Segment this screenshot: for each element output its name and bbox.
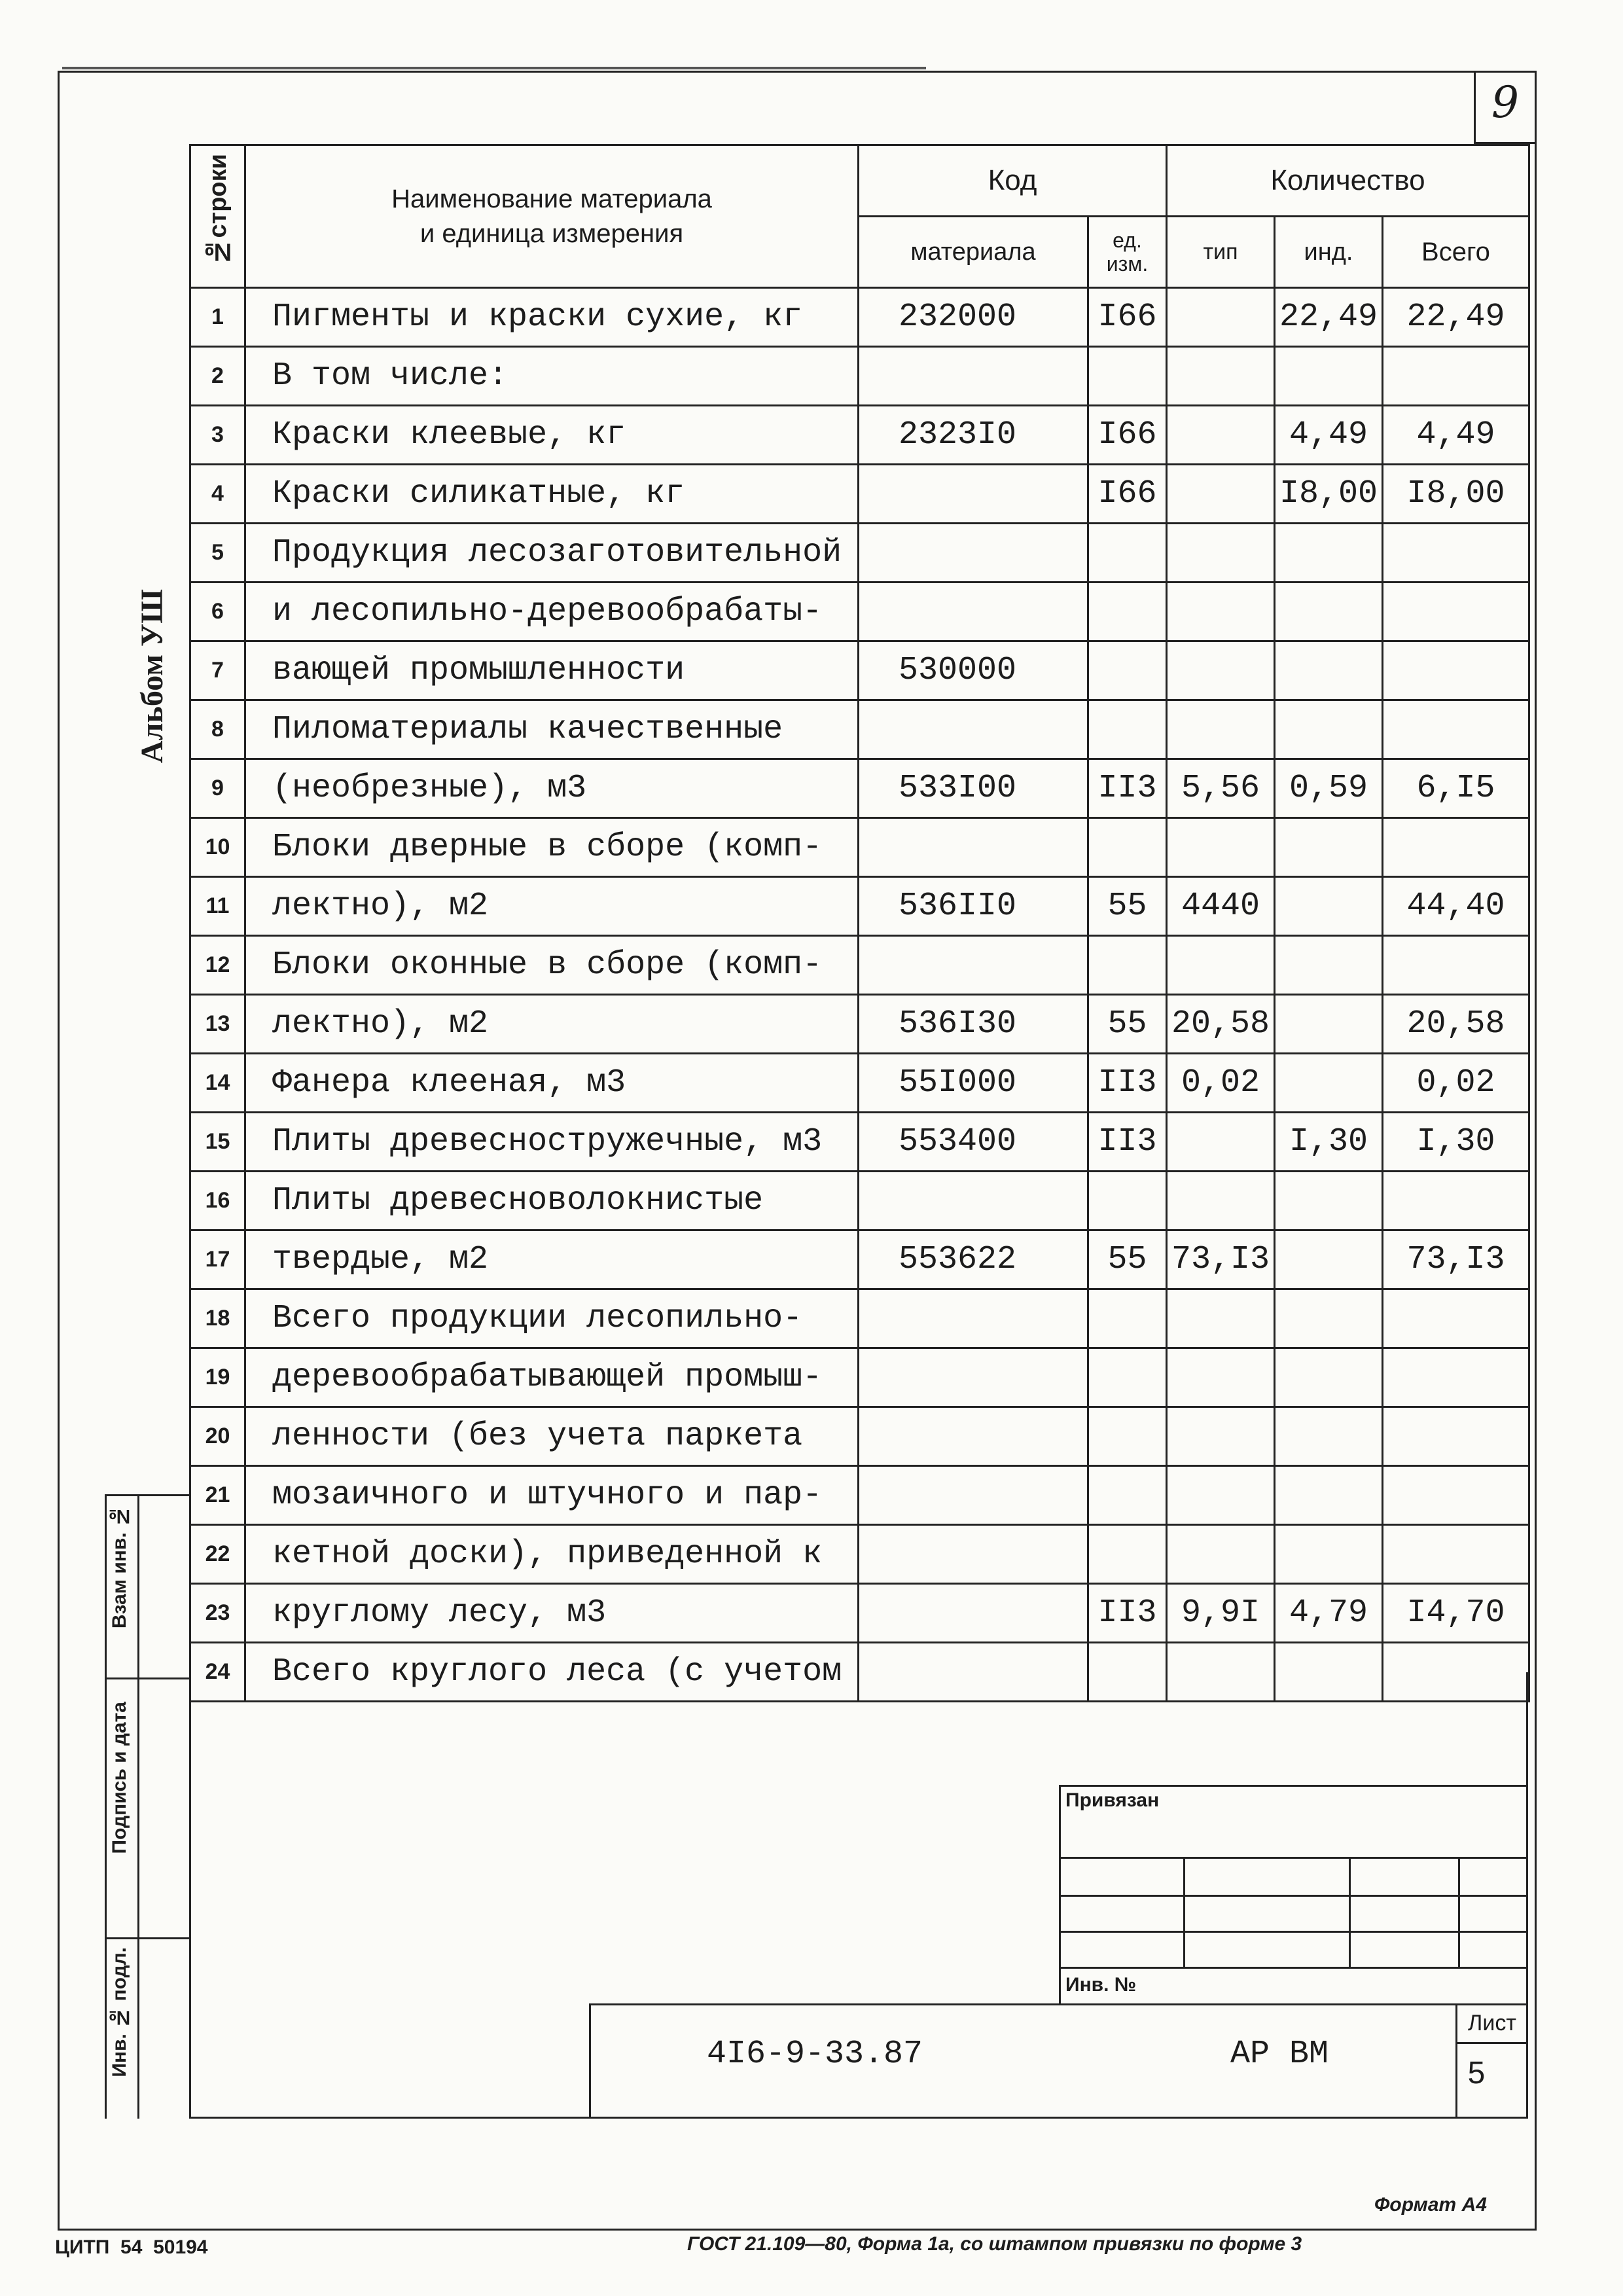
material-code-cell: 553400 [859, 1113, 1088, 1172]
side-stamp-inner-rule [137, 1494, 139, 2119]
material-code-cell: 553622 [859, 1230, 1088, 1289]
qty-type-cell [1167, 1172, 1275, 1230]
table-row [190, 1054, 1529, 1113]
unit-cell: II3 [1088, 1584, 1167, 1643]
material-name-cell: твердые, м2 [245, 1230, 859, 1289]
qty-type-cell [1167, 465, 1275, 524]
qty-type-cell [1167, 1643, 1275, 1702]
material-name-cell: круглому лесу, м3 [245, 1584, 859, 1643]
unit-cell [1088, 700, 1167, 759]
unit-cell [1088, 1525, 1167, 1584]
unit-cell: 55 [1088, 877, 1167, 936]
material-name-cell: Плиты древесностружечные, м3 [245, 1113, 859, 1172]
doc-code: 4I6-9-33.87 [707, 2036, 923, 2073]
qty-total-cell: 0,02 [1383, 1054, 1529, 1113]
material-name-cell: лектно), м2 [245, 877, 859, 936]
qty-type-cell: 20,58 [1167, 995, 1275, 1054]
unit-cell [1088, 524, 1167, 583]
qty-ind-cell [1275, 524, 1383, 583]
unit-cell: 55 [1088, 1230, 1167, 1289]
qty-type-cell: 5,56 [1167, 759, 1275, 818]
qty-total-cell [1383, 641, 1529, 700]
material-code-cell: 533I00 [859, 759, 1088, 818]
table-row [190, 406, 1529, 465]
qty-ind-cell [1275, 1230, 1383, 1289]
qty-ind-cell: 0,59 [1275, 759, 1383, 818]
qty-ind-cell [1275, 1643, 1383, 1702]
table-row [190, 583, 1529, 641]
qty-total-cell [1383, 936, 1529, 995]
material-name-cell: деревообрабатывающей промыш- [245, 1348, 859, 1407]
qty-ind-cell: I8,00 [1275, 465, 1383, 524]
row-number-cell: 5 [190, 524, 245, 583]
qty-ind-cell [1275, 995, 1383, 1054]
qty-total-cell: 73,I3 [1383, 1230, 1529, 1289]
qty-type-cell [1167, 583, 1275, 641]
qty-type-cell [1167, 1289, 1275, 1348]
unit-cell [1088, 1466, 1167, 1525]
material-code-cell [859, 1466, 1088, 1525]
unit-cell: I66 [1088, 288, 1167, 347]
qty-type-cell [1167, 700, 1275, 759]
material-code-cell [859, 818, 1088, 877]
row-number-cell: 16 [190, 1172, 245, 1230]
table-row [190, 288, 1529, 347]
table-row [190, 1407, 1529, 1466]
material-code-cell [859, 1348, 1088, 1407]
material-name-cell: Плиты древесноволокнистые [245, 1172, 859, 1230]
header-row-1 [190, 145, 1529, 217]
qty-type-cell: 0,02 [1167, 1054, 1275, 1113]
page-number: 9 [1491, 77, 1519, 128]
table-row [190, 1584, 1529, 1643]
qty-total-cell [1383, 1643, 1529, 1702]
qty-ind-cell [1275, 1348, 1383, 1407]
material-name-header: Наименование материала и единица измерения [245, 145, 859, 288]
qty-ind-cell [1275, 583, 1383, 641]
qty-total-cell [1383, 524, 1529, 583]
material-name-cell: Блоки оконные в сборе (комп- [245, 936, 859, 995]
qty-ind-cell [1275, 936, 1383, 995]
qty-ind-cell [1275, 700, 1383, 759]
row-number-cell: 15 [190, 1113, 245, 1172]
row-number-cell: 2 [190, 347, 245, 406]
table-row [190, 1643, 1529, 1702]
material-code-cell [859, 347, 1088, 406]
sheet-number: 5 [1467, 2056, 1486, 2090]
material-name-cell: Всего круглого леса (с учетом [245, 1643, 859, 1702]
material-name-cell: вающей промышленности [245, 641, 859, 700]
table-row [190, 347, 1529, 406]
qty-type-header: тип [1167, 217, 1275, 288]
qty-type-cell: 73,I3 [1167, 1230, 1275, 1289]
sheet-box-rule [1455, 2042, 1528, 2044]
qty-type-cell: 9,9I [1167, 1584, 1275, 1643]
qty-type-cell [1167, 1113, 1275, 1172]
qty-type-cell [1167, 1407, 1275, 1466]
material-name-cell: В том числе: [245, 347, 859, 406]
row-number-cell: 19 [190, 1348, 245, 1407]
unit-cell: I66 [1088, 465, 1167, 524]
table-row [190, 700, 1529, 759]
row-number-cell: 22 [190, 1525, 245, 1584]
qty-type-cell [1167, 818, 1275, 877]
side-podpis-label: Подпись и дата [109, 1702, 130, 1854]
row-number-cell: 20 [190, 1407, 245, 1466]
row-number-cell: 13 [190, 995, 245, 1054]
material-code-cell [859, 1289, 1088, 1348]
unit-cell [1088, 1643, 1167, 1702]
qty-ind-header: инд. [1275, 217, 1383, 288]
qty-ind-cell [1275, 1525, 1383, 1584]
qty-type-cell [1167, 288, 1275, 347]
row-number-cell: 12 [190, 936, 245, 995]
qty-ind-cell [1275, 1466, 1383, 1525]
material-code-cell [859, 524, 1088, 583]
qty-type-cell [1167, 347, 1275, 406]
gost-footer: ГОСТ 21.109—80, Форма 1а, со штампом привязки по форме 3 [687, 2233, 1302, 2255]
qty-ind-cell [1275, 1054, 1383, 1113]
material-code-cell: 536II0 [859, 877, 1088, 936]
unit-cell: II3 [1088, 1113, 1167, 1172]
top-scan-line [62, 67, 926, 69]
binding-col-3 [1458, 1857, 1460, 1967]
row-number-cell: 24 [190, 1643, 245, 1702]
qty-total-cell [1383, 1407, 1529, 1466]
row-number-cell: 10 [190, 818, 245, 877]
qty-ind-cell [1275, 1172, 1383, 1230]
table-row [190, 877, 1529, 936]
material-code-cell [859, 1407, 1088, 1466]
table-row [190, 759, 1529, 818]
material-name-cell: Пигменты и краски сухие, кг [245, 288, 859, 347]
qty-type-cell [1167, 1525, 1275, 1584]
material-code-cell [859, 583, 1088, 641]
qty-type-cell [1167, 524, 1275, 583]
qty-ind-cell [1275, 877, 1383, 936]
qty-total-cell: 4,49 [1383, 406, 1529, 465]
material-code-cell [859, 1172, 1088, 1230]
qty-total-cell: I,30 [1383, 1113, 1529, 1172]
qty-total-cell [1383, 347, 1529, 406]
qty-total-cell [1383, 1466, 1529, 1525]
row-number-cell: 7 [190, 641, 245, 700]
qty-type-cell: 4440 [1167, 877, 1275, 936]
format-label: Формат А4 [1374, 2194, 1487, 2215]
material-name-cell: мозаичного и штучного и пар- [245, 1466, 859, 1525]
material-code-cell: 55I000 [859, 1054, 1088, 1113]
table-row [190, 936, 1529, 995]
material-code-cell [859, 936, 1088, 995]
material-name-cell: лектно), м2 [245, 995, 859, 1054]
side-vzam-label: Взам инв. № [109, 1505, 130, 1629]
row-number-cell: 4 [190, 465, 245, 524]
table-row [190, 641, 1529, 700]
qty-ind-cell [1275, 1289, 1383, 1348]
binding-rule-4 [1059, 1967, 1528, 1969]
org-code: ЦИТП 54 50194 [55, 2236, 208, 2258]
material-code-cell: 536I30 [859, 995, 1088, 1054]
qty-type-cell [1167, 1466, 1275, 1525]
qty-type-cell [1167, 641, 1275, 700]
material-code-cell: 232000 [859, 288, 1088, 347]
material-code-cell: 2323I0 [859, 406, 1088, 465]
unit-cell [1088, 1407, 1167, 1466]
material-name-cell: Краски силикатные, кг [245, 465, 859, 524]
unit-cell [1088, 936, 1167, 995]
table-row [190, 1172, 1529, 1230]
material-name-cell: кетной доски), приведенной к [245, 1525, 859, 1584]
unit-cell [1088, 1289, 1167, 1348]
material-name-cell: ленности (без учета паркета [245, 1407, 859, 1466]
qty-total-cell: 44,40 [1383, 877, 1529, 936]
material-name-cell: Фанера клееная, м3 [245, 1054, 859, 1113]
unit-cell: II3 [1088, 1054, 1167, 1113]
qty-total-cell: I4,70 [1383, 1584, 1529, 1643]
qty-total-cell [1383, 583, 1529, 641]
row-number-cell: 8 [190, 700, 245, 759]
code-material-header: материала [859, 217, 1088, 288]
table-row [190, 1348, 1529, 1407]
unit-cell: 55 [1088, 995, 1167, 1054]
qty-total-header: Всего [1383, 217, 1529, 288]
qty-total-cell [1383, 1525, 1529, 1584]
unit-header: ед. изм. [1088, 217, 1167, 288]
material-name-cell: Пиломатериалы качественные [245, 700, 859, 759]
row-number-cell: 11 [190, 877, 245, 936]
binding-col-2 [1349, 1857, 1351, 1967]
unit-cell [1088, 818, 1167, 877]
binding-col-1 [1183, 1857, 1185, 1967]
qty-type-cell [1167, 406, 1275, 465]
table-row [190, 465, 1529, 524]
row-number-cell: 6 [190, 583, 245, 641]
unit-cell [1088, 1348, 1167, 1407]
material-name-cell: (необрезные), м3 [245, 759, 859, 818]
qty-total-cell: 20,58 [1383, 995, 1529, 1054]
row-number-cell: 23 [190, 1584, 245, 1643]
inv-no-label: Инв. № [1065, 1974, 1137, 1996]
material-code-cell [859, 1525, 1088, 1584]
material-code-cell [859, 1643, 1088, 1702]
qty-total-cell: 22,49 [1383, 288, 1529, 347]
side-inv-podl-label: Инв. № подл. [109, 1947, 130, 2077]
table-row [190, 524, 1529, 583]
material-code-cell: 530000 [859, 641, 1088, 700]
quantity-header: Количество [1167, 145, 1529, 217]
row-number-cell: 21 [190, 1466, 245, 1525]
qty-ind-cell [1275, 1407, 1383, 1466]
table-row [190, 1289, 1529, 1348]
row-number-cell: 18 [190, 1289, 245, 1348]
row-number-cell: 14 [190, 1054, 245, 1113]
table-row [190, 1466, 1529, 1525]
qty-ind-cell: 22,49 [1275, 288, 1383, 347]
material-code-cell [859, 700, 1088, 759]
side-stamp-split-2 [105, 1937, 191, 1939]
material-name-cell: Краски клеевые, кг [245, 406, 859, 465]
qty-ind-cell [1275, 641, 1383, 700]
material-name-cell: Всего продукции лесопильно- [245, 1289, 859, 1348]
material-name-cell: Блоки дверные в сборе (комп- [245, 818, 859, 877]
binding-stamp-label: Привязан [1065, 1789, 1160, 1811]
qty-type-cell [1167, 936, 1275, 995]
unit-cell [1088, 641, 1167, 700]
row-number-cell: 9 [190, 759, 245, 818]
material-name-cell: и лесопильно-деревообрабаты- [245, 583, 859, 641]
unit-cell [1088, 347, 1167, 406]
sheet-label: Лист [1468, 2011, 1516, 2036]
table-row [190, 1113, 1529, 1172]
unit-cell: II3 [1088, 759, 1167, 818]
qty-total-cell [1383, 700, 1529, 759]
material-code-cell [859, 1584, 1088, 1643]
qty-total-cell: 6,I5 [1383, 759, 1529, 818]
doc-type: АР ВМ [1230, 2036, 1329, 2073]
qty-ind-cell [1275, 347, 1383, 406]
unit-cell [1088, 1172, 1167, 1230]
table-row [190, 1230, 1529, 1289]
unit-cell: I66 [1088, 406, 1167, 465]
side-stamp-split-1 [105, 1677, 191, 1679]
materials-table [189, 144, 1530, 1702]
qty-ind-cell [1275, 818, 1383, 877]
qty-type-cell [1167, 1348, 1275, 1407]
row-number-header: №строки [190, 145, 245, 288]
album-label: Альбом УШ [135, 589, 169, 764]
material-name-cell: Продукция лесозаготовительной [245, 524, 859, 583]
unit-cell [1088, 583, 1167, 641]
qty-total-cell [1383, 818, 1529, 877]
row-number-cell: 17 [190, 1230, 245, 1289]
qty-ind-cell: 4,49 [1275, 406, 1383, 465]
qty-ind-cell: I,30 [1275, 1113, 1383, 1172]
row-number-cell: 3 [190, 406, 245, 465]
table-row [190, 995, 1529, 1054]
table-row [190, 818, 1529, 877]
code-header: Код [859, 145, 1167, 217]
qty-total-cell: I8,00 [1383, 465, 1529, 524]
qty-ind-cell: 4,79 [1275, 1584, 1383, 1643]
table-row [190, 1525, 1529, 1584]
qty-total-cell [1383, 1289, 1529, 1348]
qty-total-cell [1383, 1172, 1529, 1230]
qty-total-cell [1383, 1348, 1529, 1407]
row-number-cell: 1 [190, 288, 245, 347]
material-code-cell [859, 465, 1088, 524]
